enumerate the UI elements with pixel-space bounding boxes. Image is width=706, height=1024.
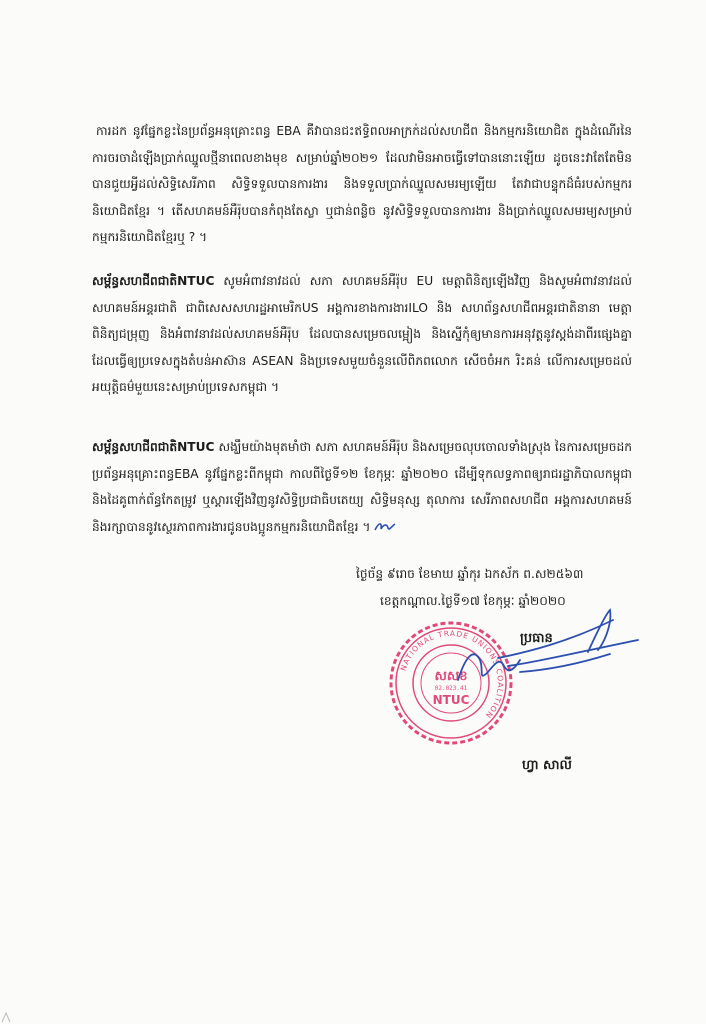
signatory-title: ប្រធាន [520,631,553,646]
lunar-date: ថ្ងៃច័ន្ទ ៩រោច ខែមាឃ ឆ្នាំកុរ ឯកស័ក ព.ស២៥៦៣ [356,567,584,581]
paragraph-lead: សម្ព័ន្ធសហជីពជាតិNTUC [92,440,215,454]
paragraph-text: សូមអំពាវនាវដល់ សភា សហគមន៍អឺរ៉ុប EU មេត្តាពិនិត្យឡើងវិញ និងសូមអំពាវនាវដល់ សហគមន៍អន្តរជាតិ ជាពិសេសសហរដ្ឋអាមេរិកUS អង្គការខាងការងារILO និង សហព័ន្ធសហជីពអន្តរជាតិនានា មេត្តាពិនិត្យជម្រុញ និងអំពាវនាវដល់សហគមន៍អឺរ៉ុប ដែលបានសម្រេចលម្អៀង និងស្នើកុំឲ្យមានការអនុវត្តនូវស្តង់ដាពីរផ្សេងគ្នា ដែលធ្វើឲ្យប្រទេសក្នុងតំបន់អាស៊ាន ASEAN និងប្រទេសមួយចំនួនលើពិភពលោក សើចចំអក រិះគន់ លើការសម្រេចដល់អយុត្តិធម៌មួយនេះសម្រាប់ប្រទេសកម្ពុជា ។ [92,274,632,394]
scan-mark-icon [0,1010,20,1024]
signature-icon [438,600,658,710]
paragraph-appeal [92,268,632,401]
handwritten-initial-icon [374,520,396,534]
paragraph-text: សង្ឃឹមយ៉ាងមុតមាំថា សភា សហគមន៍អឺរ៉ុប និងសម្រេចលុបចោលទាំងស្រុង នៃការសម្រេចដកប្រព័ន្ធអនុគ្រោះពន្ធEBA នូវផ្នែកខ្លះពីកម្ពុជា កាលពីថ្ងៃទី១២ ខែកុម្ភៈ ឆ្នាំ២០២០ ដើម្បីទុកលទ្ធភាពឲ្យរាជរដ្ឋាភិបាលកម្ពុជា និងដៃគូពាក់ព័ន្ធកែតម្រូវ ឬស្តារឡើងវិញនូវសិទ្ធិប្រជាធិបតេយ្យ សិទ្ធិមនុស្ស តុលាការ សេរីភាពសហជីព អង្គការសហគមន៍ និងរក្សាបាននូវស្ថេរភាពការងារជូនបងប្អូនកម្មករនិយោជិតខ្មែរ ។ [92,440,632,534]
stamp-ring-text: NATIONAL TRADE UNIONS COALITION [398,628,506,721]
paragraph-hope [92,434,632,540]
paragraph-eba-impact [92,118,632,251]
signatory-name: ហ្វា សាលី [522,758,572,773]
place-and-date: ខេត្តកណ្តាល.ថ្ងៃទី១៧ ខែកុម្ភៈ ឆ្នាំ២០២០ [380,594,566,608]
stamp-center-text: សសខ [434,669,468,684]
paragraph-text: ការដក នូវផ្នែកខ្លះនៃប្រព័ន្ធអនុគ្រោះពន្ធ EBA គឺវាបានជះឥទ្ធិពលអាក្រក់ដល់សហជីព និងកម្មករនិយោជិត ក្នុងដំណើរនៃការចរចាដំឡើងប្រាក់ឈ្នួលថ្មីនាពេលខាងមុខ សម្រាប់ឆ្នាំ២០២១ ដែលវាមិនអាចធ្វើទៅបាននោះឡើយ ដូចនេះវាតែតែមិនបានជួយអ្វីដល់សិទ្ធិសេរីភាព សិទ្ធិទទួលបានការងារ និងទទួលប្រាក់ឈ្នួលសមរម្យឡើយ តែវាជាបន្ទុកដ៏ធំរបស់កម្មករនិយោជិតខ្មែរ ។ តើសហគមន៍អឺរ៉ុបបានកំពុងតែស្លា ឬជាន់ពន្លិច នូវសិទ្ធិទទួលបានការងារ និងប្រាក់ឈ្នួលសមរម្យសម្រាប់កម្មករនិយោជិតខ្មែរឬ ? ។ [92,124,632,244]
stamp-code: 02.023.41 [434,685,468,692]
stamp-abbreviation: NTUC [432,693,470,707]
paragraph-lead: សម្ព័ន្ធសហជីពជាតិNTUC [92,274,215,288]
